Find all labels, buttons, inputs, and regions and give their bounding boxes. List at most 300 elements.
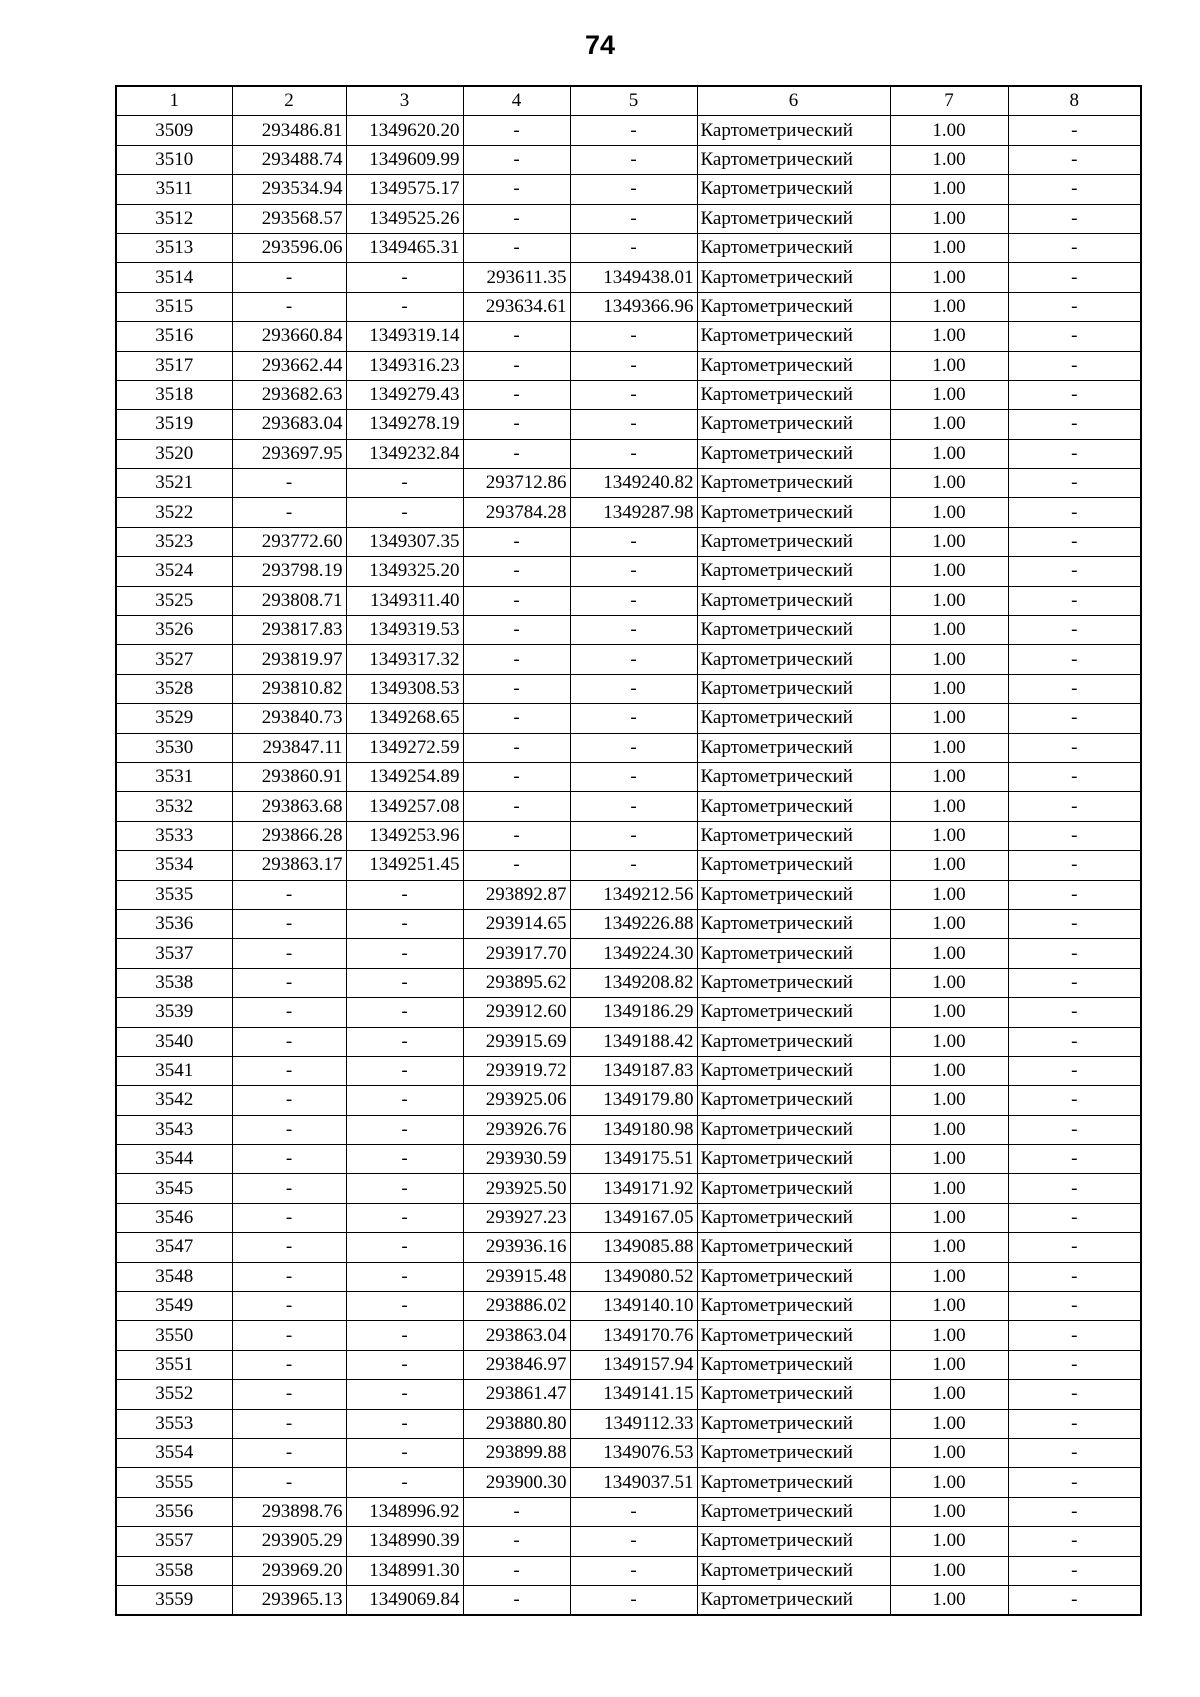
table-header — [116, 86, 1141, 116]
cell-y-new: 1349180.98 — [570, 1115, 697, 1144]
cell-method: Картометрический — [697, 704, 890, 733]
column-header-8: 8 — [1008, 86, 1141, 116]
cell-note: - — [1008, 821, 1141, 850]
table-row — [116, 1438, 1141, 1467]
cell-x-coordinate: 293965.13 — [232, 1585, 346, 1615]
cell-y-coordinate: - — [346, 1027, 463, 1056]
cell-x-coordinate: - — [232, 880, 346, 909]
cell-accuracy: 1.00 — [890, 204, 1008, 233]
cell-y-new: 1349076.53 — [570, 1438, 697, 1467]
cell-point-number: 3526 — [116, 616, 232, 645]
coordinates-table — [115, 85, 1142, 1616]
cell-x-new: - — [463, 1556, 570, 1585]
cell-x-coordinate: - — [232, 968, 346, 997]
cell-x-new: - — [463, 704, 570, 733]
cell-method: Картометрический — [697, 322, 890, 351]
cell-y-new: - — [570, 1497, 697, 1526]
table-row — [116, 586, 1141, 615]
cell-method: Картометрический — [697, 674, 890, 703]
cell-y-coordinate: - — [346, 968, 463, 997]
cell-point-number: 3524 — [116, 557, 232, 586]
cell-x-coordinate: 293697.95 — [232, 439, 346, 468]
cell-y-new: 1349170.76 — [570, 1321, 697, 1350]
cell-note: - — [1008, 557, 1141, 586]
cell-note: - — [1008, 1115, 1141, 1144]
cell-y-new: - — [570, 116, 697, 145]
cell-y-coordinate: - — [346, 1115, 463, 1144]
cell-method: Картометрический — [697, 1174, 890, 1203]
cell-y-coordinate: 1349253.96 — [346, 821, 463, 850]
cell-accuracy: 1.00 — [890, 939, 1008, 968]
cell-method: Картометрический — [697, 1380, 890, 1409]
cell-x-coordinate: 293798.19 — [232, 557, 346, 586]
cell-note: - — [1008, 1527, 1141, 1556]
cell-method: Картометрический — [697, 1203, 890, 1232]
cell-method: Картометрический — [697, 410, 890, 439]
cell-y-new: - — [570, 233, 697, 262]
cell-x-new: - — [463, 792, 570, 821]
table-row — [116, 733, 1141, 762]
table-row — [116, 1115, 1141, 1144]
cell-x-coordinate: 293969.20 — [232, 1556, 346, 1585]
cell-x-new: - — [463, 145, 570, 174]
table-row — [116, 1233, 1141, 1262]
cell-accuracy: 1.00 — [890, 1292, 1008, 1321]
cell-y-coordinate: - — [346, 909, 463, 938]
cell-y-coordinate: 1349278.19 — [346, 410, 463, 439]
cell-note: - — [1008, 439, 1141, 468]
cell-method: Картометрический — [697, 1438, 890, 1467]
cell-accuracy: 1.00 — [890, 1056, 1008, 1085]
cell-y-coordinate: - — [346, 939, 463, 968]
cell-x-new: 293634.61 — [463, 292, 570, 321]
cell-point-number: 3509 — [116, 116, 232, 145]
cell-x-new: - — [463, 645, 570, 674]
cell-method: Картометрический — [697, 1145, 890, 1174]
table-row — [116, 968, 1141, 997]
cell-y-coordinate: - — [346, 880, 463, 909]
cell-point-number: 3517 — [116, 351, 232, 380]
column-header-6: 6 — [697, 86, 890, 116]
cell-x-coordinate: - — [232, 1027, 346, 1056]
cell-y-new: 1349157.94 — [570, 1350, 697, 1379]
cell-x-new: 293915.69 — [463, 1027, 570, 1056]
cell-x-coordinate: 293596.06 — [232, 233, 346, 262]
table-row — [116, 1527, 1141, 1556]
cell-x-new: 293886.02 — [463, 1292, 570, 1321]
cell-x-coordinate: - — [232, 1115, 346, 1144]
cell-y-new: 1349080.52 — [570, 1262, 697, 1291]
cell-y-new: - — [570, 792, 697, 821]
cell-method: Картометрический — [697, 498, 890, 527]
cell-y-coordinate: 1349272.59 — [346, 733, 463, 762]
cell-accuracy: 1.00 — [890, 380, 1008, 409]
cell-accuracy: 1.00 — [890, 527, 1008, 556]
cell-y-new: - — [570, 616, 697, 645]
cell-point-number: 3546 — [116, 1203, 232, 1232]
cell-point-number: 3556 — [116, 1497, 232, 1526]
cell-method: Картометрический — [697, 1056, 890, 1085]
cell-y-coordinate: - — [346, 1056, 463, 1085]
cell-note: - — [1008, 1497, 1141, 1526]
cell-y-new: 1349175.51 — [570, 1145, 697, 1174]
cell-method: Картометрический — [697, 1527, 890, 1556]
cell-note: - — [1008, 1350, 1141, 1379]
cell-y-coordinate: 1349311.40 — [346, 586, 463, 615]
cell-accuracy: 1.00 — [890, 1585, 1008, 1615]
cell-note: - — [1008, 880, 1141, 909]
cell-accuracy: 1.00 — [890, 263, 1008, 292]
cell-note: - — [1008, 1262, 1141, 1291]
cell-x-coordinate: 293863.68 — [232, 792, 346, 821]
cell-accuracy: 1.00 — [890, 998, 1008, 1027]
cell-x-new: 293925.06 — [463, 1086, 570, 1115]
cell-note: - — [1008, 674, 1141, 703]
cell-y-new: 1349438.01 — [570, 263, 697, 292]
cell-point-number: 3528 — [116, 674, 232, 703]
table-row — [116, 880, 1141, 909]
cell-accuracy: 1.00 — [890, 1468, 1008, 1497]
cell-method: Картометрический — [697, 233, 890, 262]
cell-y-new: - — [570, 351, 697, 380]
cell-accuracy: 1.00 — [890, 1262, 1008, 1291]
cell-point-number: 3519 — [116, 410, 232, 439]
cell-x-coordinate: - — [232, 939, 346, 968]
cell-y-new: 1349140.10 — [570, 1292, 697, 1321]
cell-y-coordinate: 1349319.14 — [346, 322, 463, 351]
cell-x-coordinate: 293682.63 — [232, 380, 346, 409]
cell-note: - — [1008, 1145, 1141, 1174]
table-row — [116, 645, 1141, 674]
cell-point-number: 3525 — [116, 586, 232, 615]
cell-y-coordinate: 1349279.43 — [346, 380, 463, 409]
cell-x-coordinate: - — [232, 1292, 346, 1321]
table-row — [116, 1350, 1141, 1379]
table-row — [116, 380, 1141, 409]
cell-method: Картометрический — [697, 145, 890, 174]
cell-x-new: - — [463, 674, 570, 703]
table-row — [116, 410, 1141, 439]
table-row — [116, 1027, 1141, 1056]
cell-y-coordinate: 1349232.84 — [346, 439, 463, 468]
cell-x-new: - — [463, 351, 570, 380]
table-body — [116, 116, 1141, 1615]
cell-note: - — [1008, 410, 1141, 439]
cell-note: - — [1008, 1056, 1141, 1085]
cell-point-number: 3520 — [116, 439, 232, 468]
cell-accuracy: 1.00 — [890, 1350, 1008, 1379]
cell-point-number: 3511 — [116, 175, 232, 204]
cell-x-new: 293927.23 — [463, 1203, 570, 1232]
table-row — [116, 292, 1141, 321]
cell-y-new: 1349366.96 — [570, 292, 697, 321]
table-row — [116, 792, 1141, 821]
cell-note: - — [1008, 1292, 1141, 1321]
cell-accuracy: 1.00 — [890, 145, 1008, 174]
table-row — [116, 1468, 1141, 1497]
cell-method: Картометрический — [697, 527, 890, 556]
cell-point-number: 3533 — [116, 821, 232, 850]
cell-method: Картометрический — [697, 939, 890, 968]
cell-y-coordinate: - — [346, 998, 463, 1027]
cell-point-number: 3515 — [116, 292, 232, 321]
cell-y-new: - — [570, 380, 697, 409]
table-row — [116, 439, 1141, 468]
table-row — [116, 1145, 1141, 1174]
cell-y-new: 1349112.33 — [570, 1409, 697, 1438]
cell-x-coordinate: - — [232, 909, 346, 938]
cell-accuracy: 1.00 — [890, 674, 1008, 703]
cell-accuracy: 1.00 — [890, 762, 1008, 791]
cell-note: - — [1008, 733, 1141, 762]
table-row — [116, 116, 1141, 145]
cell-x-new: 293912.60 — [463, 998, 570, 1027]
table-row — [116, 1380, 1141, 1409]
cell-y-coordinate: 1349069.84 — [346, 1585, 463, 1615]
cell-x-coordinate: 293486.81 — [232, 116, 346, 145]
cell-x-new: 293900.30 — [463, 1468, 570, 1497]
cell-accuracy: 1.00 — [890, 586, 1008, 615]
cell-x-coordinate: 293568.57 — [232, 204, 346, 233]
cell-point-number: 3522 — [116, 498, 232, 527]
column-header-5: 5 — [570, 86, 697, 116]
cell-point-number: 3544 — [116, 1145, 232, 1174]
cell-x-new: - — [463, 116, 570, 145]
cell-accuracy: 1.00 — [890, 1438, 1008, 1467]
cell-method: Картометрический — [697, 1497, 890, 1526]
cell-note: - — [1008, 204, 1141, 233]
cell-note: - — [1008, 469, 1141, 498]
cell-method: Картометрический — [697, 1027, 890, 1056]
cell-y-new: 1349186.29 — [570, 998, 697, 1027]
cell-accuracy: 1.00 — [890, 1380, 1008, 1409]
cell-point-number: 3531 — [116, 762, 232, 791]
cell-x-new: - — [463, 1527, 570, 1556]
cell-point-number: 3545 — [116, 1174, 232, 1203]
cell-y-coordinate: 1349325.20 — [346, 557, 463, 586]
table-row — [116, 145, 1141, 174]
cell-point-number: 3552 — [116, 1380, 232, 1409]
cell-note: - — [1008, 1380, 1141, 1409]
cell-y-new: - — [570, 557, 697, 586]
cell-note: - — [1008, 116, 1141, 145]
cell-method: Картометрический — [697, 204, 890, 233]
cell-note: - — [1008, 1027, 1141, 1056]
cell-accuracy: 1.00 — [890, 1321, 1008, 1350]
cell-method: Картометрический — [697, 645, 890, 674]
table-row — [116, 1174, 1141, 1203]
cell-accuracy: 1.00 — [890, 439, 1008, 468]
cell-note: - — [1008, 704, 1141, 733]
cell-y-new: 1349188.42 — [570, 1027, 697, 1056]
cell-y-new: - — [570, 204, 697, 233]
cell-x-new: - — [463, 233, 570, 262]
table-row — [116, 1262, 1141, 1291]
table-row — [116, 821, 1141, 850]
cell-accuracy: 1.00 — [890, 410, 1008, 439]
cell-note: - — [1008, 1468, 1141, 1497]
cell-note: - — [1008, 762, 1141, 791]
column-header-3: 3 — [346, 86, 463, 116]
cell-x-coordinate: 293772.60 — [232, 527, 346, 556]
cell-x-coordinate: 293488.74 — [232, 145, 346, 174]
cell-y-new: - — [570, 821, 697, 850]
cell-y-coordinate: 1349251.45 — [346, 851, 463, 880]
cell-point-number: 3559 — [116, 1585, 232, 1615]
cell-x-coordinate: 293847.11 — [232, 733, 346, 762]
cell-accuracy: 1.00 — [890, 1233, 1008, 1262]
cell-note: - — [1008, 1321, 1141, 1350]
cell-y-new: - — [570, 1527, 697, 1556]
cell-x-new: 293917.70 — [463, 939, 570, 968]
cell-x-coordinate: - — [232, 1056, 346, 1085]
cell-y-new: - — [570, 645, 697, 674]
cell-accuracy: 1.00 — [890, 645, 1008, 674]
cell-method: Картометрический — [697, 1585, 890, 1615]
table-row — [116, 1585, 1141, 1615]
cell-method: Картометрический — [697, 1262, 890, 1291]
cell-method: Картометрический — [697, 1556, 890, 1585]
table-row — [116, 851, 1141, 880]
cell-method: Картометрический — [697, 116, 890, 145]
cell-accuracy: 1.00 — [890, 792, 1008, 821]
cell-x-new: - — [463, 380, 570, 409]
table-row — [116, 469, 1141, 498]
cell-point-number: 3513 — [116, 233, 232, 262]
table-row — [116, 204, 1141, 233]
cell-y-new: 1349187.83 — [570, 1056, 697, 1085]
cell-point-number: 3535 — [116, 880, 232, 909]
cell-accuracy: 1.00 — [890, 116, 1008, 145]
cell-y-new: 1349037.51 — [570, 1468, 697, 1497]
cell-y-new: - — [570, 733, 697, 762]
cell-method: Картометрический — [697, 821, 890, 850]
cell-x-coordinate: - — [232, 1174, 346, 1203]
cell-y-new: 1349212.56 — [570, 880, 697, 909]
cell-method: Картометрический — [697, 909, 890, 938]
cell-x-coordinate: 293898.76 — [232, 1497, 346, 1526]
cell-point-number: 3543 — [116, 1115, 232, 1144]
cell-note: - — [1008, 792, 1141, 821]
table-row — [116, 762, 1141, 791]
cell-note: - — [1008, 1556, 1141, 1585]
cell-note: - — [1008, 498, 1141, 527]
cell-point-number: 3549 — [116, 1292, 232, 1321]
cell-point-number: 3521 — [116, 469, 232, 498]
cell-y-new: - — [570, 586, 697, 615]
cell-y-coordinate: - — [346, 1174, 463, 1203]
table-row — [116, 1292, 1141, 1321]
page-number: 74 — [584, 30, 616, 60]
cell-point-number: 3548 — [116, 1262, 232, 1291]
cell-y-coordinate: 1348991.30 — [346, 1556, 463, 1585]
cell-y-new: 1349171.92 — [570, 1174, 697, 1203]
cell-y-coordinate: 1349307.35 — [346, 527, 463, 556]
table-row — [116, 1409, 1141, 1438]
cell-point-number: 3553 — [116, 1409, 232, 1438]
cell-y-new: - — [570, 145, 697, 174]
cell-note: - — [1008, 1438, 1141, 1467]
cell-x-new: 293925.50 — [463, 1174, 570, 1203]
cell-x-new: - — [463, 1497, 570, 1526]
cell-x-new: - — [463, 175, 570, 204]
cell-y-coordinate: - — [346, 292, 463, 321]
cell-y-new: - — [570, 322, 697, 351]
cell-y-coordinate: 1348996.92 — [346, 1497, 463, 1526]
cell-y-new: 1349141.15 — [570, 1380, 697, 1409]
cell-method: Картометрический — [697, 1086, 890, 1115]
table-row — [116, 1321, 1141, 1350]
cell-method: Картометрический — [697, 851, 890, 880]
table-row — [116, 351, 1141, 380]
cell-x-coordinate: 293840.73 — [232, 704, 346, 733]
cell-x-new: 293895.62 — [463, 968, 570, 997]
cell-y-new: 1349224.30 — [570, 939, 697, 968]
cell-accuracy: 1.00 — [890, 1027, 1008, 1056]
cell-note: - — [1008, 939, 1141, 968]
cell-method: Картометрический — [697, 762, 890, 791]
cell-accuracy: 1.00 — [890, 557, 1008, 586]
cell-accuracy: 1.00 — [890, 1145, 1008, 1174]
cell-x-new: - — [463, 616, 570, 645]
cell-x-new: 293892.87 — [463, 880, 570, 909]
cell-y-new: 1349287.98 — [570, 498, 697, 527]
cell-y-new: - — [570, 674, 697, 703]
cell-note: - — [1008, 851, 1141, 880]
cell-accuracy: 1.00 — [890, 175, 1008, 204]
cell-note: - — [1008, 233, 1141, 262]
cell-accuracy: 1.00 — [890, 1115, 1008, 1144]
table-row — [116, 1056, 1141, 1085]
column-header-2: 2 — [232, 86, 346, 116]
cell-x-new: - — [463, 821, 570, 850]
cell-x-new: 293712.86 — [463, 469, 570, 498]
cell-y-new: 1349240.82 — [570, 469, 697, 498]
cell-accuracy: 1.00 — [890, 851, 1008, 880]
cell-note: - — [1008, 1203, 1141, 1232]
cell-note: - — [1008, 1086, 1141, 1115]
cell-point-number: 3551 — [116, 1350, 232, 1379]
cell-x-new: 293936.16 — [463, 1233, 570, 1262]
cell-x-coordinate: - — [232, 1350, 346, 1379]
cell-y-coordinate: 1349465.31 — [346, 233, 463, 262]
column-header-4: 4 — [463, 86, 570, 116]
cell-point-number: 3534 — [116, 851, 232, 880]
cell-y-coordinate: - — [346, 1233, 463, 1262]
cell-accuracy: 1.00 — [890, 968, 1008, 997]
cell-y-coordinate: 1349525.26 — [346, 204, 463, 233]
cell-y-coordinate: - — [346, 469, 463, 498]
cell-point-number: 3540 — [116, 1027, 232, 1056]
cell-method: Картометрический — [697, 380, 890, 409]
cell-x-coordinate: 293662.44 — [232, 351, 346, 380]
cell-y-new: 1349208.82 — [570, 968, 697, 997]
cell-method: Картометрический — [697, 998, 890, 1027]
cell-x-coordinate: - — [232, 1086, 346, 1115]
cell-accuracy: 1.00 — [890, 498, 1008, 527]
cell-x-new: - — [463, 557, 570, 586]
cell-y-new: - — [570, 439, 697, 468]
cell-point-number: 3510 — [116, 145, 232, 174]
cell-method: Картометрический — [697, 586, 890, 615]
cell-note: - — [1008, 616, 1141, 645]
cell-x-coordinate: - — [232, 1203, 346, 1232]
cell-accuracy: 1.00 — [890, 1556, 1008, 1585]
cell-y-coordinate: 1349254.89 — [346, 762, 463, 791]
cell-y-new: - — [570, 527, 697, 556]
cell-point-number: 3530 — [116, 733, 232, 762]
table-row — [116, 1086, 1141, 1115]
